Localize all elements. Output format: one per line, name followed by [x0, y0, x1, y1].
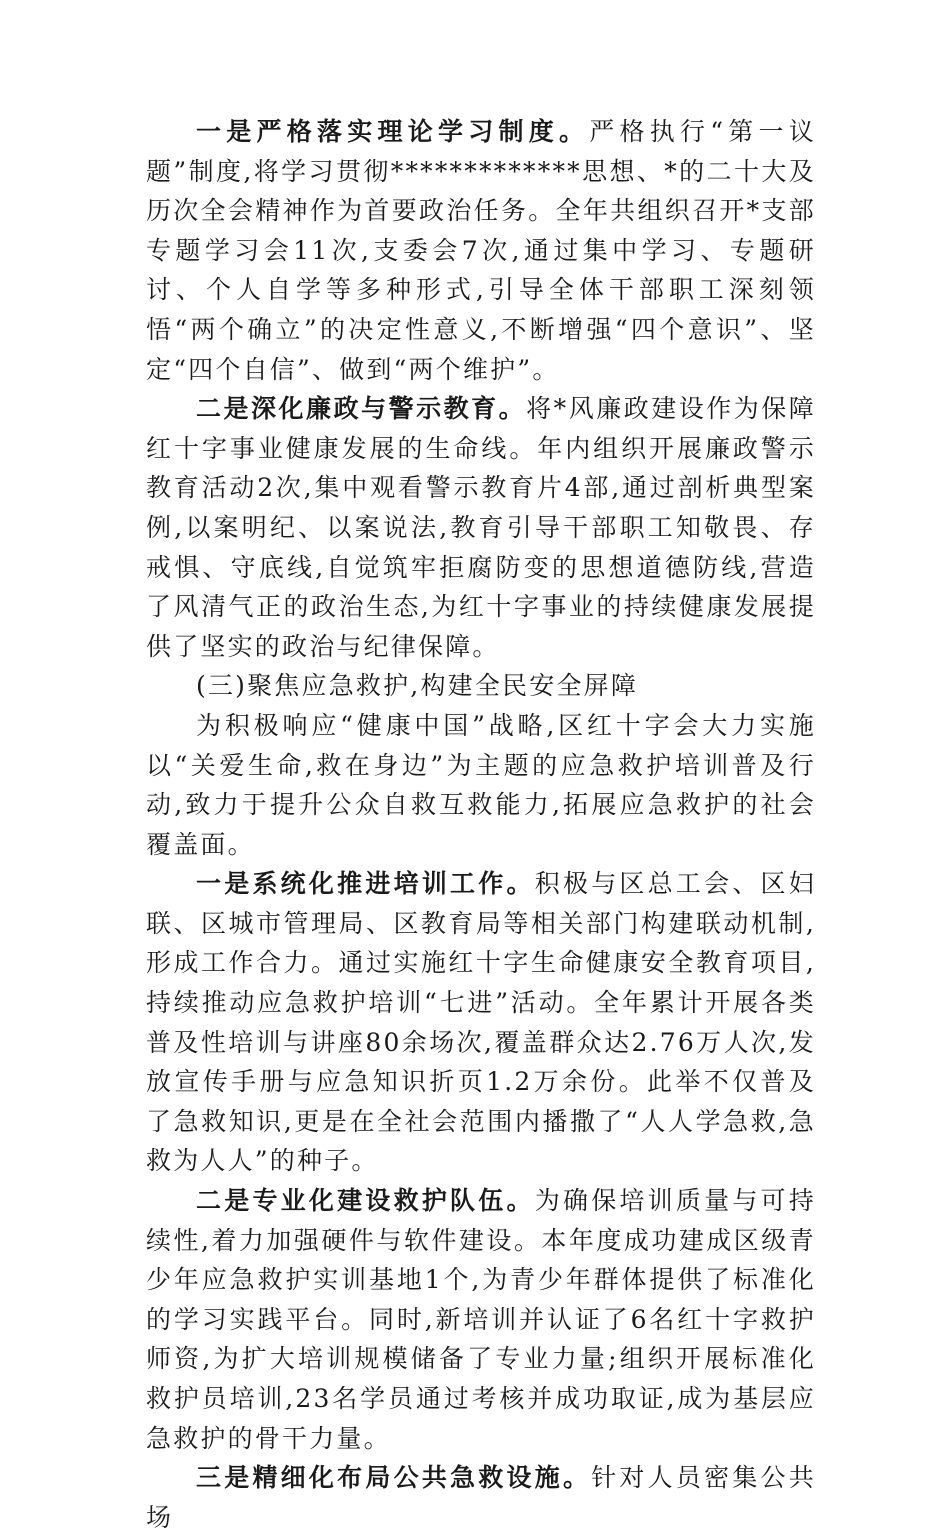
paragraph-body: 严格执行“第一议题”制度,将学习贯彻*************思想、*的二十大及历次全会精神作为首要政治任务。全年共组织召开*支部专题学习会11次,支委会7次,通过集中学习、专题研讨、个人自学等多种形式,引导全体干部职工深刻领悟“两个确立”的决定性意义,不断增强“四个意识”、坚定“四个自信”、做到“两个维护”。 [146, 117, 816, 384]
paragraph-integrity-education [146, 389, 816, 666]
paragraph-lead: 一是系统化推进培训工作。 [196, 869, 535, 899]
paragraph-lead: 一是严格落实理论学习制度。 [196, 117, 590, 146]
paragraph-body: 积极与区总工会、区妇联、区城市管理局、区教育局等相关部门构建联动机制,形成工作合力。通过实施红十字生命健康安全教育项目,持续推动应急救护培训“七进”活动。全年累计开展各类普及性培训与讲座80余场次,覆盖群众达2.76万人次,发放宣传手册与应急知识折页1.2万余份。此举不仅普及了急救知识,更是在全社会范围内播撒了“人人学急救,急救为人人”的种子。 [146, 869, 816, 1176]
paragraph-lead: 二是深化廉政与警示教育。 [196, 394, 527, 424]
paragraph-body: 为确保培训质量与可持续性,着力加强硬件与软件建设。本年度成功建成区级青少年应急救护实训基地1个,为青少年群体提供了标准化的学习实践平台。同时,新培训并认证了6名红十字救护师资,为扩大培训规模储备了专业力量;组织开展标准化救护员培训,23名学员通过考核并成功取证,成为基层应急救护的骨干力量。 [146, 1186, 816, 1453]
paragraph-lead: 三是精细化布局公共急救设施。 [196, 1463, 592, 1493]
paragraph-theory-study [146, 112, 816, 389]
paragraph-training-work [146, 864, 816, 1181]
paragraph-body: 针对人员密集公共场 [146, 1463, 816, 1532]
paragraph-rescue-team [146, 1181, 816, 1458]
section-intro: 为积极响应“健康中国”战略,区红十字会大力实施以“关爱生命,救在身边”为主题的应急救护培训普及行动,致力于提升公众自救互救能力,拓展应急救护的社会覆盖面。 [146, 710, 816, 859]
paragraph-public-facilities [146, 1458, 816, 1537]
section-heading: (三)聚焦应急救护,构建全民安全屏障 [196, 671, 639, 701]
paragraph-body: 将*风廉政建设作为保障红十字事业健康发展的生命线。年内组织开展廉政警示教育活动2次,集中观看警示教育片4部,通过剖析典型案例,以案明纪、以案说法,教育引导干部职工知敬畏、存戒惧、守底线,自觉筑牢拒腐防变的思想道德防线,营造了风清气正的政治生态,为红十字事业的持续健康发展提供了坚实的政治与纪律保障。 [146, 394, 817, 661]
paragraph-lead: 二是专业化建设救护队伍。 [196, 1186, 535, 1216]
